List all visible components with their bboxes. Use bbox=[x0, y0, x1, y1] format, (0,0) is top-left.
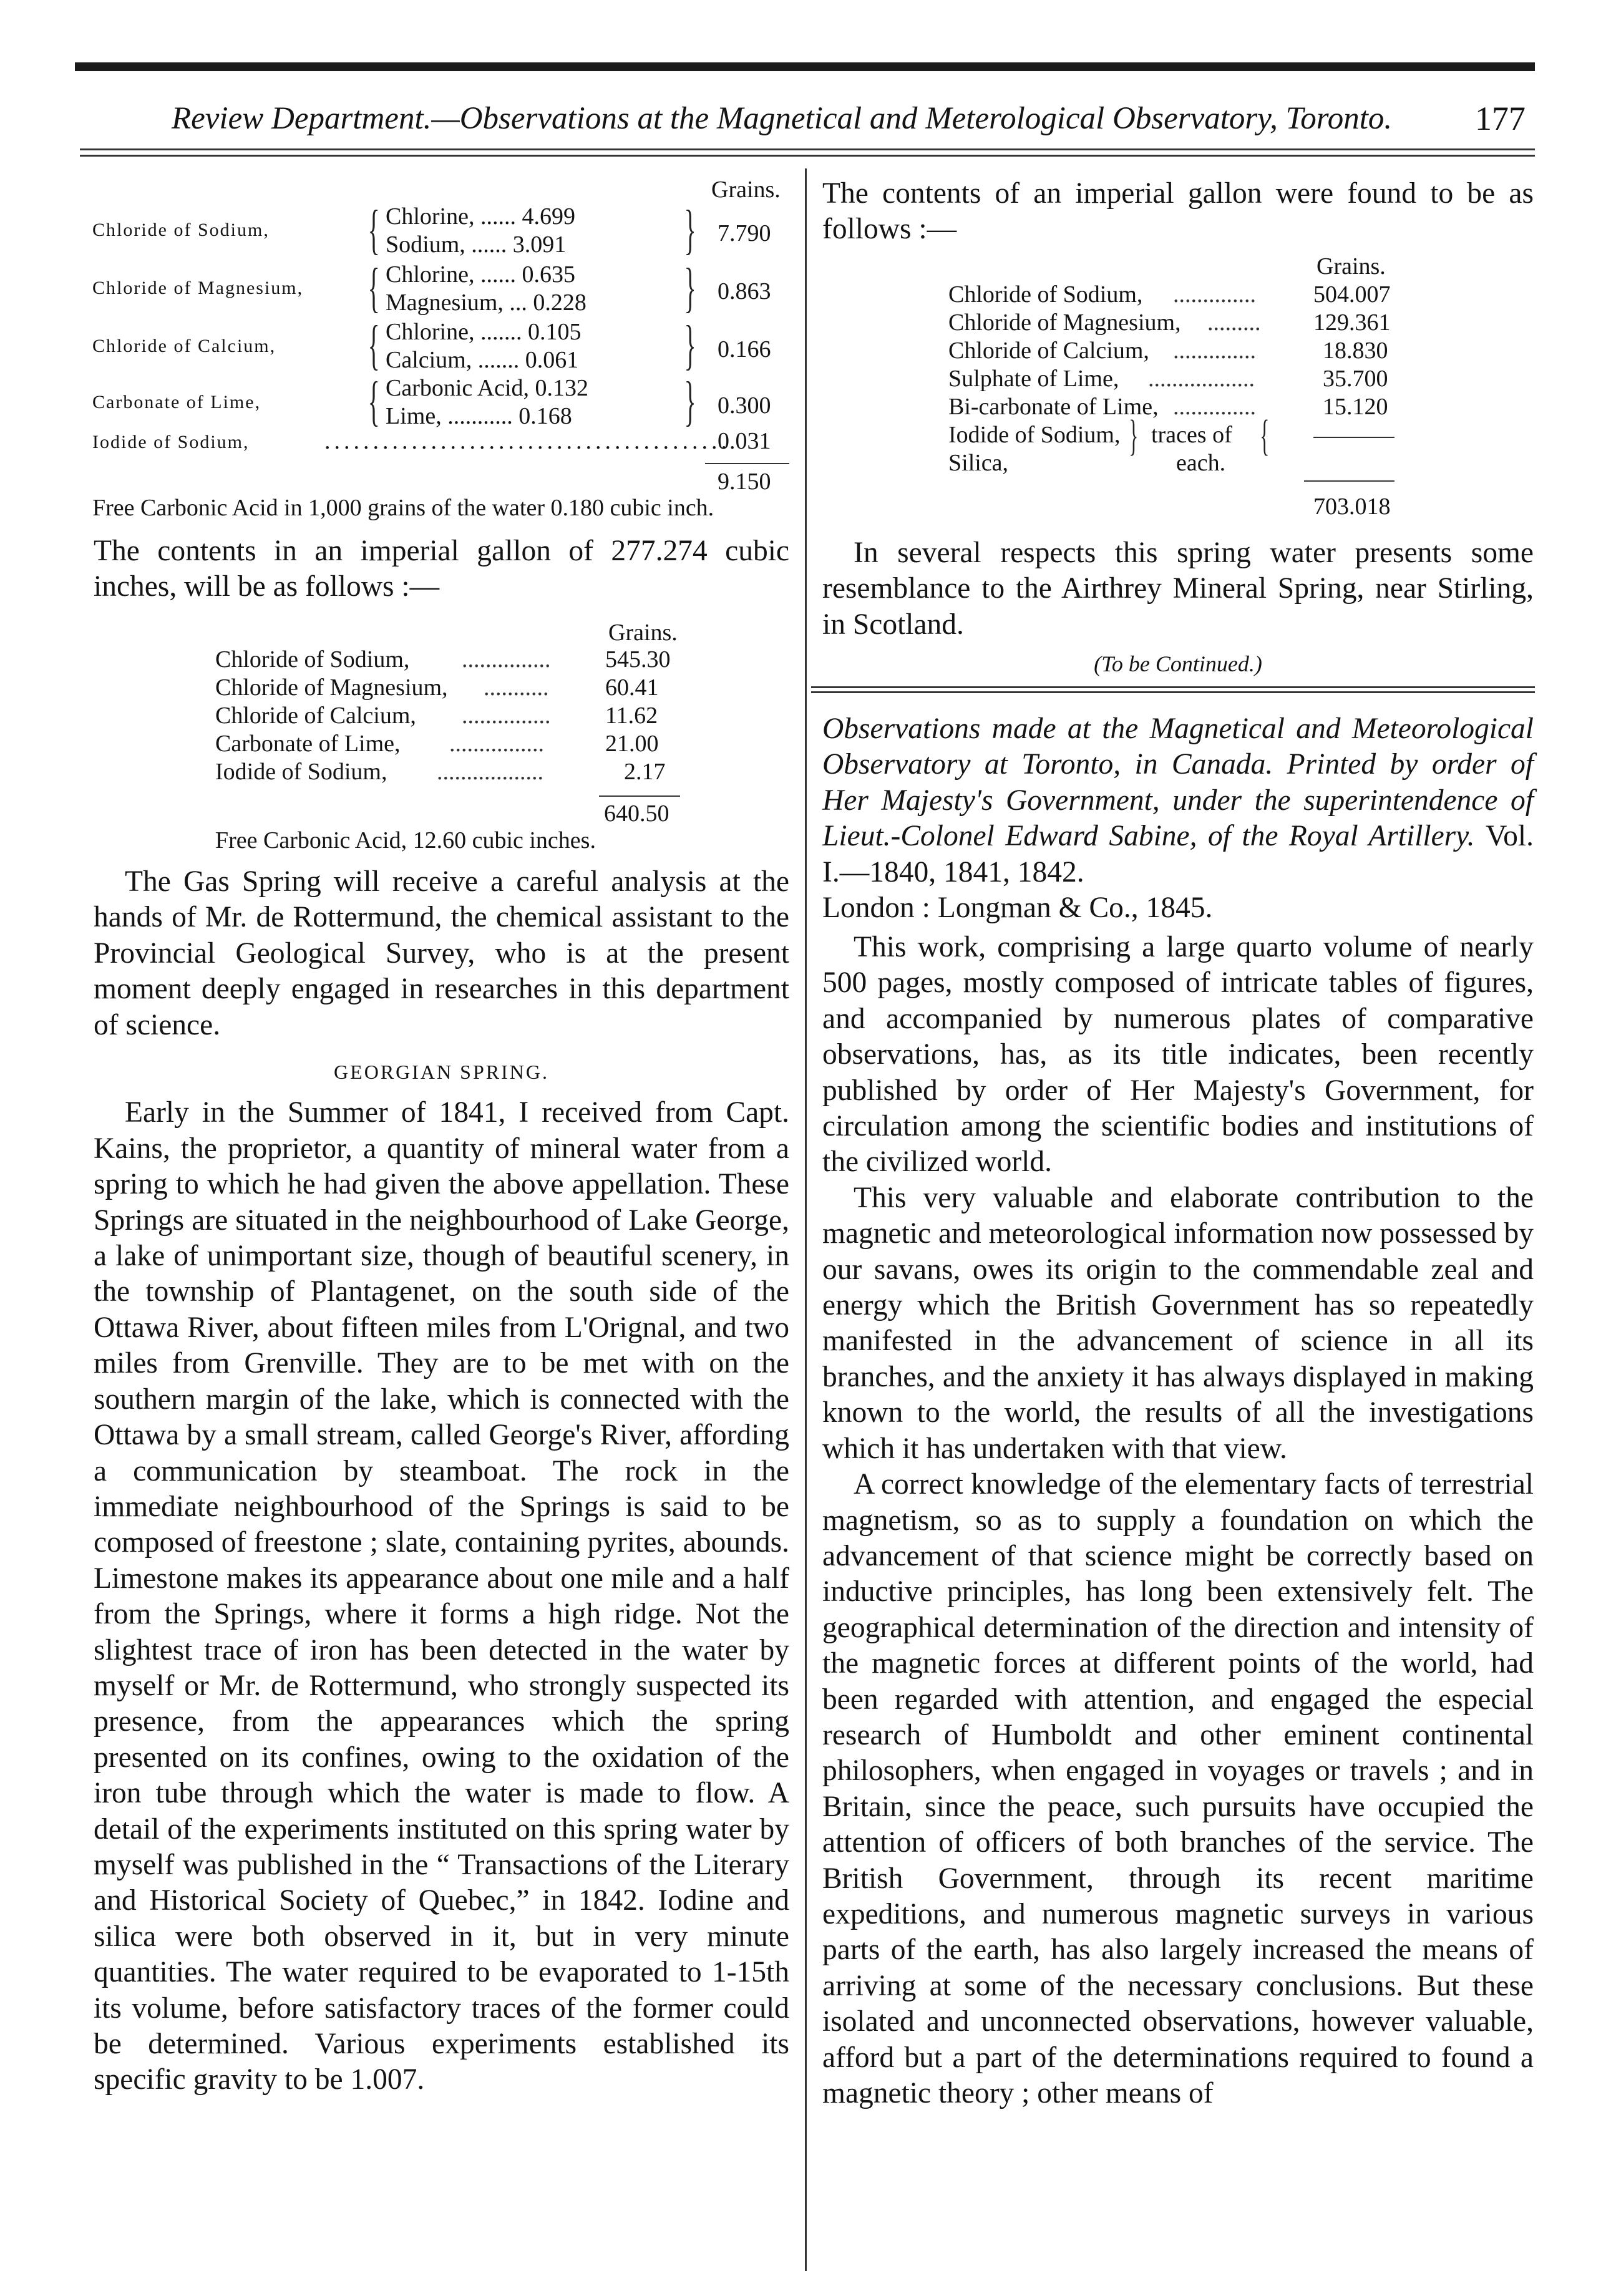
gallon-row-name: Iodide of Sodium, bbox=[948, 422, 1121, 448]
right-column-body bbox=[822, 930, 1534, 2111]
brace-icon: } bbox=[1129, 412, 1139, 460]
compound-name: Chloride of Magnesium, bbox=[92, 278, 304, 298]
knowledge-paragraph: A correct knowledge of the elementary facts of terrestrial magnetism, so as to supply a foundation on which the advancement of that science might be correctly based on inductive principles, has long been extensively felt. The geographical determination of the direction and intensity of the magnetic forces at different points of the world, had been regarded with attention, and engaged the especial research of Humboldt and other eminent continental philosophers, when engaged in voyages or travels ; and in Britain, since the peace, such pursuits have occupied the attention of officers of both branches of the service. The British Government, through its recent maritime expeditions, and numerous magnetic surveys in various parts of the earth, has also largely increased the means of arriving at some of the necessary conclusions. But these isolated and unconnected observations, however valuable, afford but a part of the determinations required to found a magnetic theory ; other means of bbox=[822, 1468, 1534, 2109]
brace-icon: { bbox=[1260, 412, 1270, 460]
compound-total: 0.031 bbox=[718, 428, 771, 454]
gallon-row-name: Silica, bbox=[948, 450, 1009, 476]
gallon-row-value: 129.361 bbox=[1313, 309, 1391, 336]
compound-name: Carbonate of Lime, bbox=[92, 392, 261, 412]
georgian-spring-heading: GEORGIAN SPRING. bbox=[334, 1061, 549, 1084]
leader-dots: ............... bbox=[462, 703, 551, 729]
gallon-row-name: Chloride of Magnesium, bbox=[215, 674, 448, 701]
gallon-row-name: Chloride of Magnesium, bbox=[948, 309, 1181, 336]
compound-name: Chloride of Calcium, bbox=[92, 336, 276, 356]
table-sum: 9.150 bbox=[718, 469, 771, 495]
grains-label: Grains. bbox=[711, 177, 781, 203]
brace-icon: } bbox=[684, 315, 696, 376]
gallon-row-name: Carbonate of Lime, bbox=[215, 731, 401, 757]
compound-total: 0.166 bbox=[718, 336, 771, 362]
brace-icon: { bbox=[367, 258, 380, 318]
gallon-intro-paragraph bbox=[94, 533, 789, 605]
gallon-row-value: 60.41 bbox=[605, 674, 659, 701]
leader-dots: .............. bbox=[1173, 281, 1256, 308]
grains-label: Grains. bbox=[1317, 253, 1386, 280]
airthrey-paragraph: In several respects this spring water presents some resemblance to the Airthrey Mineral Spring, near Stirling, in Scotland. bbox=[822, 537, 1534, 641]
compound-total: 7.790 bbox=[718, 220, 771, 246]
left-column-body bbox=[94, 864, 789, 2098]
section-rule-bottom bbox=[811, 691, 1535, 693]
gallon-row-name: Chloride of Sodium, bbox=[215, 646, 410, 673]
component-line: Magnesium, ... 0.228 bbox=[386, 289, 586, 316]
component-line: Chlorine, ...... 4.699 bbox=[386, 203, 575, 230]
gallon-row-value: 18.830 bbox=[1323, 338, 1388, 364]
running-head-title: Review Department.—Observations at the Magnetical and Meterological Observatory, Toronto. bbox=[172, 101, 1393, 136]
brace-icon: { bbox=[367, 371, 380, 432]
grains-label: Grains. bbox=[608, 620, 678, 646]
brace-icon: } bbox=[684, 371, 696, 432]
top-printed-rule bbox=[75, 62, 1535, 71]
gallon-row-value: 2.17 bbox=[624, 759, 666, 785]
table-note: Free Carbonic Acid, 12.60 cubic inches. bbox=[215, 827, 596, 854]
brace-icon: } bbox=[684, 258, 696, 318]
sum-rule bbox=[705, 463, 789, 464]
compound-name: Iodide of Sodium, bbox=[92, 432, 250, 452]
contribution-paragraph: This very valuable and elaborate contribution to the magnetic and meteorological information now possessed by our savans, owes its origin to the commendable zeal and energy which the British Government has so repeatedly manifested in the advancement of science in all its branches, and the anxiety it has always displayed in making known to the world, the results of all the investigations which it has undertaken with that view. bbox=[822, 1181, 1534, 1465]
right-contents-intro bbox=[822, 176, 1534, 248]
leader-dots: ........... bbox=[484, 674, 549, 701]
page-number: 177 bbox=[1475, 100, 1526, 137]
review-title: Observations made at the Magnetical and Meteorological Observatory at Toronto, in Canada. Printed by order of Her Majesty's Government, under the superintendence of Lieut.-Colonel Edward Sabine, of the Royal Artillery. bbox=[822, 713, 1534, 853]
leader-dots: ............... bbox=[462, 646, 551, 673]
compound-name: Chloride of Sodium, bbox=[92, 220, 270, 240]
gallon-row-name: Chloride of Sodium, bbox=[948, 281, 1143, 308]
compound-total: 0.300 bbox=[718, 392, 771, 419]
paragraph-text: The contents of an imperial gallon were found to be as follows :— bbox=[822, 177, 1534, 246]
right-airthrey-block bbox=[822, 535, 1534, 683]
component-line: Lime, ........... 0.168 bbox=[386, 403, 572, 429]
header-rule-top bbox=[80, 148, 1535, 150]
table-sum: 703.018 bbox=[1313, 494, 1391, 520]
component-line: Sodium, ...... 3.091 bbox=[386, 231, 567, 258]
gallon-row-value: 545.30 bbox=[605, 646, 671, 673]
traces-label: each. bbox=[1176, 450, 1226, 476]
paragraph-text: The contents in an imperial gallon of 277.274 cubic inches, will be as follows :— bbox=[94, 535, 789, 603]
leader-dots: .................. bbox=[1148, 366, 1255, 392]
leader-dots: ................ bbox=[449, 731, 544, 757]
table-sum: 640.50 bbox=[604, 800, 669, 827]
leader-dots: .............. bbox=[1173, 338, 1256, 364]
gallon-row-name: Bi-carbonate of Lime, bbox=[948, 394, 1159, 420]
gallon-row-name: Iodide of Sodium, bbox=[215, 759, 387, 785]
leader-dots: .............. bbox=[1173, 394, 1256, 420]
running-header bbox=[172, 94, 1526, 144]
leader-dots: ......... bbox=[1207, 309, 1261, 336]
georgian-spring-paragraph: Early in the Summer of 1841, I received from Capt. Kains, the proprietor, a quantity of mineral water from a spring to which he had given the above appellation. These Springs are situated in the neighbourhood of Lake George, a lake of unimportant size, though of beautiful scenery, in the township of Plantagenet, on the south side of the Ottawa River, about fifteen miles from L'Orignal, and two miles from Grenville. They are to be met with on the southern margin of the lake, which is connected with the Ottawa by a small stream, called George's River, affording a communication by steamboat. The rock in the immediate neighbourhood of the Springs is said to be composed of freestone ; slate, containing pyrites, abounds. Limestone makes its appearance about one mile and a half from the Springs, where it forms a high ridge. Not the slightest trace of iron has been detected in the water by myself or Mr. de Rottermund, who strongly suspected its presence, from the appearances which the spring presented on its confines, owing to the oxidation of the iron tube through which the water is made to flow. A detail of the experiments instituted on this spring water by myself was published in the “ Transactions of the Literary and Historical Society of Quebec,” in 1842. Iodine and silica were both observed in it, but in very minute quantities. The water required to be evaporated to 1-15th its volume, before satisfactory traces of the former could be determined. Various experiments established its specific gravity to be 1.007. bbox=[94, 1096, 789, 2096]
component-line: Chlorine, ....... 0.105 bbox=[386, 319, 582, 345]
gallon-row-value: 11.62 bbox=[605, 703, 658, 729]
leader-dots: .......................................... bbox=[324, 428, 731, 454]
gas-spring-paragraph: The Gas Spring will receive a careful analysis at the hands of Mr. de Rottermund, the chemical assistant to the Provincial Geological Survey, who is at the present moment deeply engaged in researches in this department of science. bbox=[94, 865, 789, 1041]
gallon-row-name: Sulphate of Lime, bbox=[948, 366, 1119, 392]
work-paragraph: This work, comprising a large quarto volume of nearly 500 pages, mostly composed of intricate tables of figures, and accompanied by numerous plates of comparative observations, has, as its title indicates, been recently published by order of Her Majesty's Government, for circulation among the scientific bodies and institutions of the civilized world. bbox=[822, 931, 1534, 1179]
review-volume: Vol. I.—1840, 1841, 1842. bbox=[822, 820, 1534, 888]
sum-rule bbox=[599, 795, 680, 797]
gallon-row-value: 35.700 bbox=[1323, 366, 1388, 392]
gallon-row-name: Chloride of Calcium, bbox=[215, 703, 416, 729]
brace-icon: { bbox=[367, 200, 380, 260]
brace-icon: } bbox=[684, 200, 696, 260]
section-rule-top bbox=[811, 686, 1535, 688]
leader-dots: .................. bbox=[437, 759, 543, 785]
review-citation bbox=[822, 711, 1534, 926]
gallon-row-value: 15.120 bbox=[1323, 394, 1388, 420]
column-divider bbox=[805, 168, 807, 2271]
gallon-row-value: 504.007 bbox=[1313, 281, 1391, 308]
header-rule-bottom bbox=[80, 155, 1535, 157]
component-line: Carbonic Acid, 0.132 bbox=[386, 375, 589, 401]
component-line: Calcium, ....... 0.061 bbox=[386, 347, 579, 373]
gallon-row-value: 21.00 bbox=[605, 731, 659, 757]
review-publisher: London : Longman & Co., 1845. bbox=[822, 892, 1213, 925]
sum-rule bbox=[1304, 480, 1394, 482]
component-line: Chlorine, ...... 0.635 bbox=[386, 261, 575, 288]
gallon-row-name: Chloride of Calcium, bbox=[948, 338, 1149, 364]
to-be-continued: (To be Continued.) bbox=[1094, 651, 1262, 677]
brace-icon: { bbox=[367, 315, 380, 376]
traces-label: traces of bbox=[1151, 422, 1232, 448]
dash-rule bbox=[1313, 437, 1394, 438]
table-note: Free Carbonic Acid in 1,000 grains of the water 0.180 cubic inch. bbox=[92, 495, 714, 521]
compound-total: 0.863 bbox=[718, 278, 771, 304]
